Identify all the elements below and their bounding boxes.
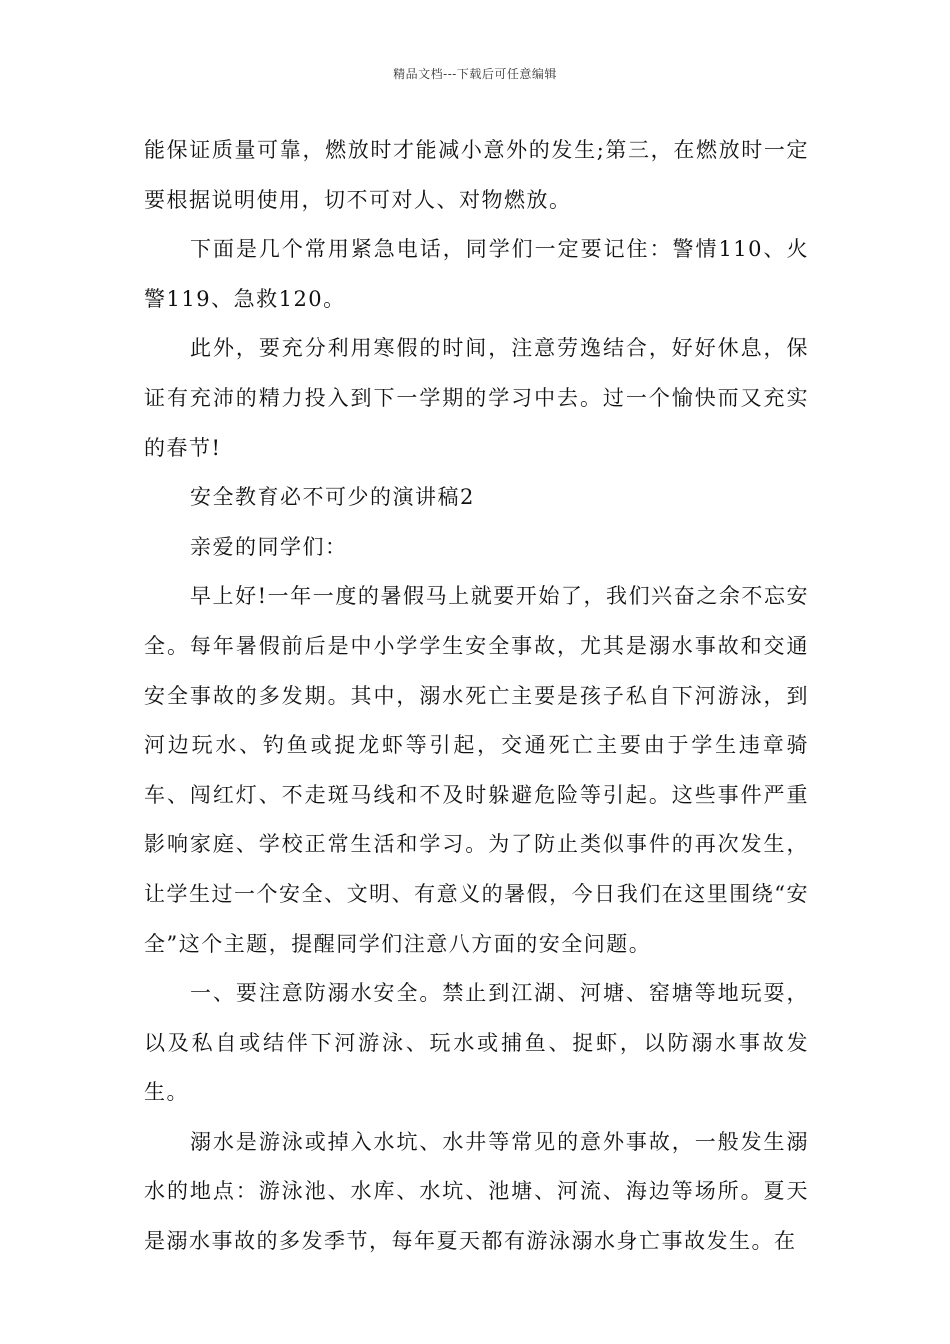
section-title: 安全教育必不可少的演讲稿2 [190,485,475,510]
paragraph-emergency-numbers: 下面是几个常用紧急电话，同学们一定要记住：警情110、火警119、急救120。 [144,237,809,311]
salutation: 亲爱的同学们： [190,534,348,559]
page-header: 精品文档---下载后可任意编辑 [393,67,557,81]
document-body [144,126,809,1267]
paragraph-summer-intro: 早上好!一年一度的暑假马上就要开始了，我们兴奋之余不忘安全。每年暑假前后是中小学学生安全事故，尤其是溺水事故和交通安全事故的多发期。其中，溺水死亡主要是孩子私自下河游泳，到河边玩水、钓鱼或捉龙虾等引起，交通死亡主要由于学生违章骑车、闯红灯、不走斑马线和不及时躲避危险等引起。这些事件严重影响家庭、学校正常生活和学习。为了防止类似事件的再次发生，让学生过一个安全、文明、有意义的暑假，今日我们在这里围绕“安全”这个主题，提醒同学们注意八方面的安全问题。 [144,584,809,956]
paragraph-fireworks-safety-end: 能保证质量可靠，燃放时才能减小意外的发生;第三，在燃放时一定要根据说明使用，切不可对人、对物燃放。 [144,138,809,212]
paragraph-winter-break: 此外，要充分利用寒假的时间，注意劳逸结合，好好休息，保证有充沛的精力投入到下一学期的学习中去。过一个愉快而又充实的春节! [144,336,809,460]
paragraph-drowning-info: 溺水是游泳或掉入水坑、水井等常见的意外事故，一般发生溺水的地点：游泳池、水库、水坑、池塘、河流、海边等场所。夏天是溺水事故的多发季节，每年夏天都有游泳溺水身亡事故发生。在 [144,1129,809,1254]
paragraph-drowning-rule: 一、要注意防溺水安全。禁止到江湖、河塘、窑塘等地玩耍，以及私自或结伴下河游泳、玩水或捕鱼、捉虾，以防溺水事故发生。 [144,981,809,1105]
